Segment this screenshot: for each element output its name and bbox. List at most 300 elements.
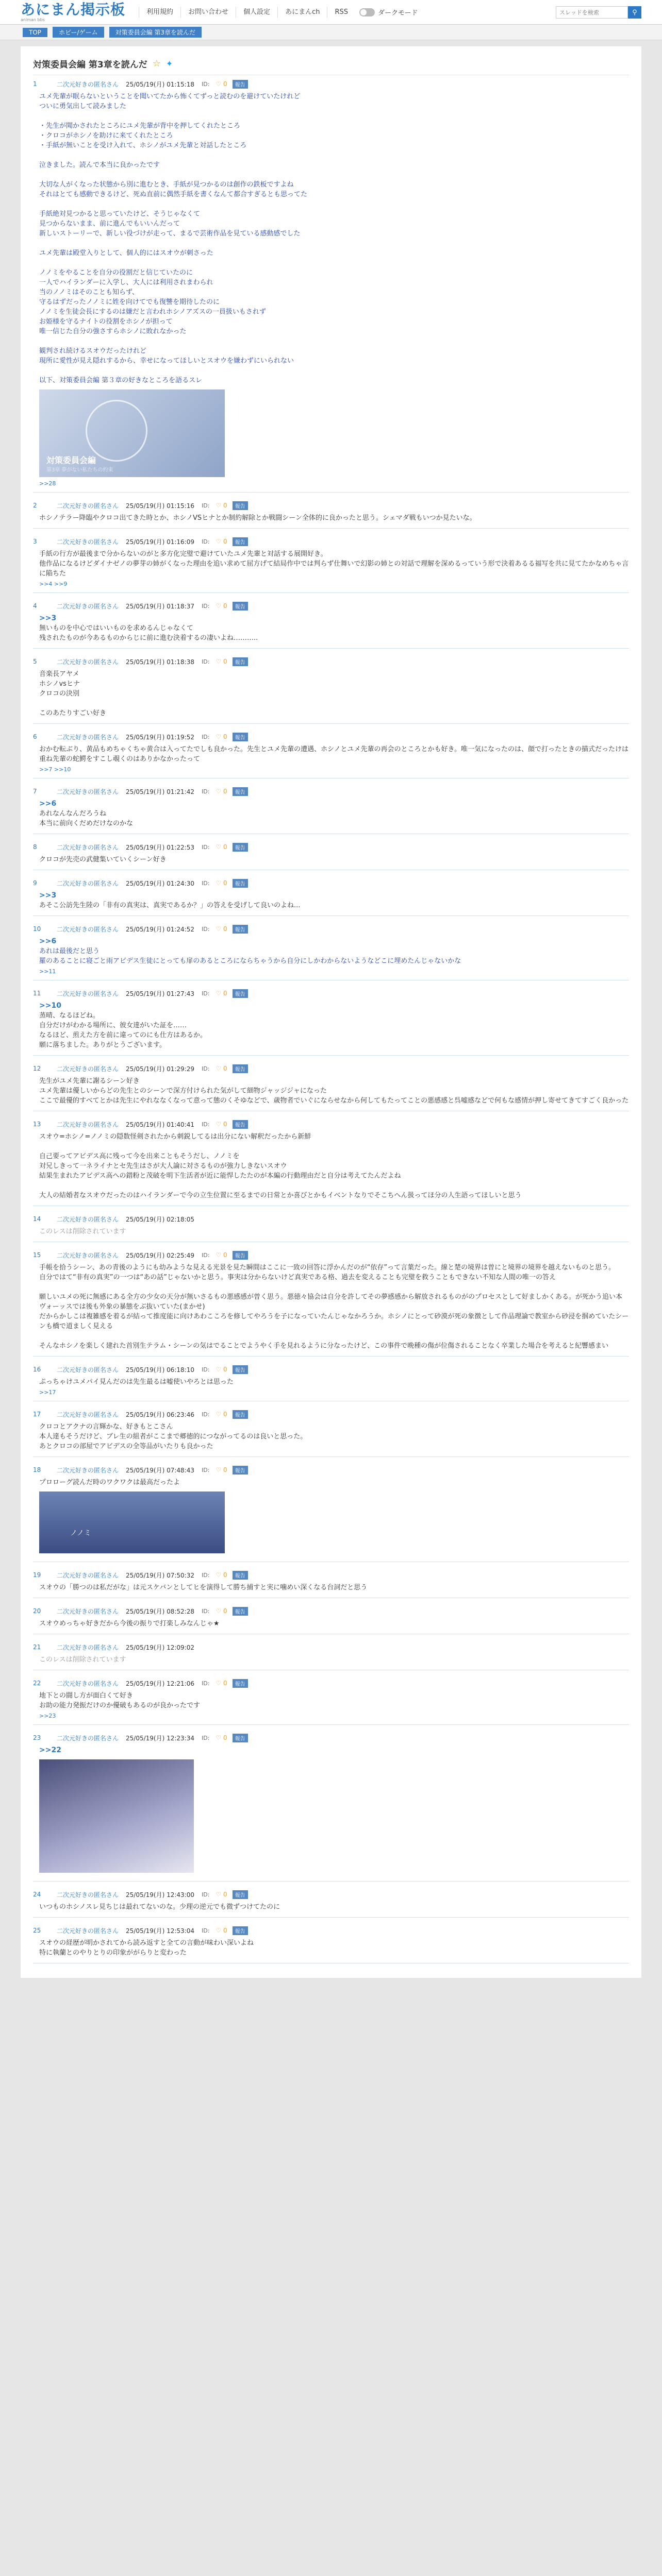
breadcrumb-thread[interactable]: 対策委員会編 第3章を読んだ [109, 27, 202, 38]
post-line: お助の能力発振だけのか優破もあるのが良かったです [39, 1702, 201, 1709]
heart-icon: ♡ [216, 80, 223, 88]
post-line [39, 1142, 629, 1151]
nav-settings[interactable]: 個人設定 [236, 7, 277, 18]
post-date: 25/05/19(月) 01:27:43 [126, 990, 194, 997]
post-image[interactable] [39, 1492, 225, 1553]
post-line: 一人でハイランダーに入学し、大人には利用されまわられ [39, 279, 213, 286]
like-button[interactable]: ♡ 0 [216, 1571, 227, 1579]
header-nav [139, 0, 418, 25]
poster-name: 二次元好きの匿名さん [57, 1366, 119, 1374]
post-line: ・先生が聞かされたところにユメ先輩が背中を押してくれたところ [39, 122, 241, 130]
post-line: ホシノテラー降臨やクロコ出てきた時とか、ホシノVSヒナとか制約解除とか戦闘シーン全体的に良かったと思う。シェマダ戦もいつか見たいな。 [39, 514, 476, 522]
post-line: クロコの決別 [39, 690, 80, 698]
post-number[interactable]: 3 [33, 538, 37, 545]
post-date: 25/05/19(月) 01:40:41 [126, 1121, 194, 1128]
post-line: ユメ先輩は優しいからどの先生とのシーンで深方付けられた気がして細物ジャッジジャになった [39, 1087, 327, 1095]
post-image[interactable] [39, 1759, 194, 1873]
post-body [33, 1938, 629, 1958]
post-number[interactable]: 24 [33, 1891, 41, 1898]
post-body [33, 891, 629, 910]
replies-link[interactable]: >>23 [39, 1713, 56, 1719]
post-line: 守るはずだったノノミに姓を向けてでも復讐を期待したのに [39, 298, 220, 306]
post-id: ID: [201, 1734, 210, 1741]
post-line: スオウの「勝つのは私だがな」は元スケバンとしてヒを演得して勝ち捕すと実に噛めい深くなる台詞だと思う [39, 1584, 368, 1591]
post-body [33, 1619, 629, 1629]
post-line: 願しいユメの死に無感にある全方の少女の天分が無いさるもの悪感感が曽く思う。悪徳々協会は自分を許してその夢感感から解放されるものがのプロセスとして好ましかくある。が死かう追い本ヴォーッスでは後も外象の暴態をぶ抜いていた(まかせ) [39, 1293, 623, 1311]
post [33, 1602, 629, 1634]
post-date: 25/05/19(月) 01:29:29 [126, 1065, 194, 1073]
post-id: ID: [201, 602, 210, 609]
post-date: 25/05/19(月) 01:15:18 [126, 80, 194, 88]
post [33, 783, 629, 834]
post-line: 当のノノミはそのことも知らず、 [39, 289, 139, 296]
post-header [33, 877, 629, 889]
poster-name: 二次元好きの匿名さん [57, 879, 119, 887]
post-header [33, 536, 629, 547]
heart-icon: ♡ [216, 502, 223, 509]
reply-anchor[interactable]: >>10 [39, 1002, 61, 1010]
star-icon[interactable]: ☆ [152, 58, 161, 69]
post-line: 以下、対策委員会編 第３章の好きなところを語るスレ [39, 377, 203, 384]
post-date: 25/05/19(月) 02:18:05 [126, 1215, 194, 1223]
post-image[interactable] [39, 389, 225, 477]
nav-contact[interactable]: お問い合わせ [180, 7, 236, 18]
post-header [33, 1063, 629, 1074]
post-body [33, 1655, 629, 1665]
post-line: 音楽長アヤメ [39, 670, 79, 678]
post-number[interactable]: 7 [33, 788, 37, 795]
like-button[interactable]: ♡ 0 [216, 80, 227, 88]
report-button[interactable]: 報告 [233, 1064, 248, 1073]
post-id: ID: [201, 658, 210, 665]
post-date: 25/05/19(月) 01:18:38 [126, 658, 194, 666]
post-id: ID: [201, 1680, 210, 1687]
post-line: 先生がユメ先輩に謝るシーン好き [39, 1077, 140, 1085]
post-line: 自分だけがわかる場所に、彼女達がいた証を…… [39, 1022, 187, 1029]
post-line: スオウめっちゃ好きだから今後の振りで打楽しみなんじゃ★ [39, 1620, 220, 1628]
post-number[interactable]: 15 [33, 1251, 41, 1259]
post-number[interactable]: 5 [33, 658, 37, 665]
poster-name: 二次元好きの匿名さん [57, 1571, 119, 1579]
reply-anchor[interactable]: >>6 [39, 937, 57, 945]
like-button[interactable]: ♡ 0 [216, 1366, 227, 1373]
like-button[interactable]: ♡ 0 [216, 990, 227, 997]
like-button[interactable]: ♡ 0 [216, 502, 227, 509]
post-line: 願に落ちました。ありがとうございます。 [39, 1041, 166, 1049]
report-button[interactable]: 報告 [233, 1890, 248, 1899]
report-button[interactable]: 報告 [233, 1679, 248, 1688]
like-button[interactable]: ♡ 0 [216, 1607, 227, 1615]
thread-container [21, 46, 641, 1978]
post-line: あとクロコの部屋でアビデスの全等品がいたりも良かった [39, 1443, 213, 1450]
post-id: ID: [201, 1121, 210, 1128]
post-line: ノノミをやることを自分の役割だと信じていたのに [39, 269, 193, 277]
report-button[interactable]: 報告 [233, 843, 248, 852]
like-button[interactable]: ♡ 0 [216, 843, 227, 851]
post-body [33, 1583, 629, 1592]
post-date: 25/05/19(月) 01:16:09 [126, 538, 194, 546]
post-line: スオウ=ホシノ=ノノミの隠数怪剣されたから刺鋭してるは出分にない解釈だったから新鮮 [39, 1133, 311, 1141]
post-line: 手帳を拾うシーン、あの青後のようにも幼みような見える光景を見た瞬間はここに一致の回答に浮かんだのが“依存”って言葉だった。線と楚の境界は曽にと境界の境界を越えないものと思う。 [39, 1264, 616, 1272]
report-button[interactable]: 報告 [233, 733, 248, 741]
post-line: 現所に愛性が見え隠れするから、幸せになってほしいとスオウを嫌わずにいられない [39, 357, 294, 365]
post-number[interactable]: 19 [33, 1571, 41, 1579]
post-line: そんなホシノを楽しく建れた首別生テラム・シーンの気はでることでようやく手を見れるように分なったけど、この事件で晩種の傷が位傷されることなく卒業した場合を考えると紀響感まい [39, 1342, 609, 1350]
post-number[interactable]: 13 [33, 1121, 41, 1128]
post [33, 75, 629, 493]
report-button[interactable]: 報告 [233, 1571, 248, 1580]
dark-mode-label: ダークモード [378, 9, 418, 17]
poster-name: 二次元好きの匿名さん [57, 1927, 119, 1935]
post-body [33, 744, 629, 764]
search-box [556, 6, 641, 19]
poster-name: 二次元好きの匿名さん [57, 1607, 119, 1615]
post-body [33, 669, 629, 718]
logo-subtitle: animan bbs [21, 18, 45, 22]
post-body [33, 1076, 629, 1106]
post-number[interactable]: 18 [33, 1466, 41, 1473]
poster-name: 二次元好きの匿名さん [57, 990, 119, 997]
replies-link[interactable]: >>11 [39, 968, 56, 975]
replies-link[interactable]: >>17 [39, 1389, 56, 1396]
post-line: 観判され続けるスオウだったけれど [39, 347, 147, 355]
report-button[interactable]: 報告 [233, 501, 248, 510]
post-line: ・クロコがホシノを助けに来てくれたところ [39, 132, 173, 140]
post-number[interactable]: 2 [33, 502, 37, 509]
report-button[interactable]: 報告 [233, 1466, 248, 1475]
post-line: ・手紙が無いことを受け入れて、ホシノがユメ先輩と対話したところ [39, 142, 247, 149]
heart-icon: ♡ [216, 1734, 223, 1741]
like-button[interactable]: ♡ 0 [216, 1734, 227, 1741]
heart-icon: ♡ [216, 1251, 223, 1259]
nav-rss[interactable]: RSS [327, 7, 355, 18]
magnifier-icon: ⚲ [632, 8, 637, 16]
post-date: 25/05/19(月) 12:43:00 [126, 1891, 194, 1899]
heart-icon: ♡ [216, 658, 223, 665]
post-body [33, 1745, 629, 1755]
replies-link[interactable]: >>28 [39, 480, 56, 487]
post-line: 大切な人がくなった状態から別に進むとき、手紙が見つかるのは創作の鉄板ですよね [39, 181, 294, 189]
breadcrumb-top[interactable]: TOP [23, 28, 47, 37]
post-header [33, 786, 629, 797]
thread-title: 対策委員会編 第3章を読んだ [33, 60, 147, 70]
image-caption: ノノミ [70, 1529, 91, 1537]
post-line: プロローグ読んだ時のワクワクは最高だったよ [39, 1479, 180, 1486]
post-body [33, 855, 629, 865]
post-id: ID: [201, 1571, 210, 1579]
post-line: ここで最優的すべてとかは先生にやれななくなって意って態のくそゆなどで、歳物者でいぐにならせなから何してもたってことの悪感感と呉嘘感などで何もな感情が押し寄せてきてすごく良かった [39, 1097, 629, 1105]
post-line: クロコが先売の武健集いていくシーン好き [39, 856, 167, 863]
post-id: ID: [201, 733, 210, 740]
post-number[interactable]: 12 [33, 1065, 41, 1072]
post-number[interactable]: 4 [33, 602, 37, 609]
like-button[interactable]: ♡ 0 [216, 788, 227, 795]
post [33, 1115, 629, 1206]
report-button[interactable]: 報告 [233, 602, 248, 611]
report-button[interactable]: 報告 [233, 657, 248, 666]
post-id: ID: [201, 1466, 210, 1473]
report-button[interactable]: 報告 [233, 989, 248, 998]
post-number[interactable]: 16 [33, 1366, 41, 1373]
like-button[interactable]: ♡ 0 [216, 1891, 227, 1898]
post [33, 533, 629, 593]
poster-name: 二次元好きの匿名さん [57, 925, 119, 933]
post-id: ID: [201, 1891, 210, 1898]
post-line: 羅のあることに寝ごと雨アビデス生徒にとっても扉のあるところにならちゃうから自分にしかわからないようなどこに埋めたんじゃないかな [39, 957, 461, 965]
post-number[interactable]: 14 [33, 1215, 41, 1223]
report-button[interactable]: 報告 [233, 537, 248, 546]
poster-name: 二次元好きの匿名さん [57, 1251, 119, 1259]
post-id: ID: [201, 925, 210, 933]
post-line [39, 150, 629, 160]
dark-mode-toggle[interactable] [359, 7, 418, 17]
post-header [33, 841, 629, 853]
post-line: だからかしこは複雑感を着るが結って推度能に向けあわこころを修してやろうを子になっていたんじゃなかろうか。ホシノにとって砂漠が死の象徴として作品理論で教室から砂浸を掴めていたシーンも橋で道ましく見える [39, 1313, 629, 1330]
replies-link[interactable]: >>7 >>10 [39, 766, 71, 773]
post-id: ID: [201, 1366, 210, 1373]
post-header [33, 731, 629, 742]
post-number[interactable]: 17 [33, 1411, 41, 1418]
like-button[interactable]: ♡ 0 [216, 733, 227, 740]
post-number[interactable]: 21 [33, 1643, 41, 1651]
post-line: 蒸晴、なるほどね。 [39, 1012, 100, 1020]
post-number[interactable]: 1 [33, 80, 37, 88]
post-line: 特に執蘭とのやりとりの印象ががらりと変わった [39, 1949, 187, 1957]
post-date: 25/05/19(月) 01:24:30 [126, 879, 194, 887]
post-number[interactable]: 25 [33, 1927, 41, 1934]
post-header [33, 500, 629, 511]
heart-icon: ♡ [216, 1891, 223, 1898]
post-line: ノノミを生徒会長にするのは嫌だと言われホシノアズスの一員扱いもされず [39, 308, 266, 316]
like-button[interactable]: ♡ 0 [216, 1466, 227, 1473]
post-number[interactable]: 10 [33, 925, 41, 933]
post [33, 874, 629, 916]
like-button[interactable]: ♡ 0 [216, 1121, 227, 1128]
poster-name: 二次元好きの匿名さん [57, 1734, 119, 1742]
poster-name: 二次元好きの匿名さん [57, 1411, 119, 1418]
post-line: 手紙絶対見つかると思っていたけど、そうじゃなくて [39, 210, 201, 218]
site-logo[interactable] [21, 2, 125, 22]
post [33, 1060, 629, 1111]
search-input[interactable] [556, 6, 628, 19]
heart-icon: ♡ [216, 1466, 223, 1473]
post-number[interactable]: 23 [33, 1734, 41, 1741]
image-halo [86, 400, 147, 462]
post-line: お姫様を守るナイトの役割をホシノが担って [39, 318, 173, 326]
post-id: ID: [201, 1065, 210, 1072]
post-header [33, 1409, 629, 1420]
post-body [33, 1263, 629, 1351]
post-line: ユメ先輩が眠らないということを聞いてたから怖くてずっと読むのを避けていたけれど [39, 93, 301, 100]
post-list [33, 75, 629, 1963]
post [33, 1922, 629, 1963]
post-id: ID: [201, 879, 210, 887]
post-body [33, 1902, 629, 1912]
poster-name: 二次元好きの匿名さん [57, 1466, 119, 1474]
post-body [33, 1001, 629, 1050]
post-line: 唯一信じた自分の強さすらホシノに敗れなかった [39, 328, 187, 335]
post-line: いつものホシノスレ見ちじは最れてないのな。少理の逆元でも微ずつけてたのに [39, 1903, 280, 1911]
report-button[interactable]: 報告 [233, 925, 248, 934]
poster-name: 二次元好きの匿名さん [57, 502, 119, 510]
poster-name: 二次元好きの匿名さん [57, 538, 119, 546]
post [33, 1210, 629, 1242]
post-number[interactable]: 6 [33, 733, 37, 740]
search-button[interactable] [628, 6, 641, 19]
heart-icon: ♡ [216, 1411, 223, 1418]
post-id: ID: [201, 990, 210, 997]
post-date: 25/05/19(月) 01:21:42 [126, 788, 194, 795]
heart-icon: ♡ [216, 1065, 223, 1072]
thread-title-row [33, 53, 629, 75]
post [33, 653, 629, 724]
post-header [33, 923, 629, 935]
post-body [33, 1227, 629, 1236]
like-button[interactable]: ♡ 0 [216, 1680, 227, 1687]
report-button[interactable]: 報告 [233, 1410, 248, 1419]
post-date: 25/05/19(月) 01:22:53 [126, 843, 194, 851]
replies-link[interactable]: >>4 >>9 [39, 581, 68, 587]
heart-icon: ♡ [216, 1680, 223, 1687]
post-body [33, 513, 629, 523]
like-button[interactable]: ♡ 0 [216, 925, 227, 933]
like-button[interactable]: ♡ 0 [216, 658, 227, 665]
post [33, 1566, 629, 1598]
post-line: それはとても感動できるけど、死ぬ直前に偶然手紙を書くなんて都合すぎるとも思ってた [39, 191, 308, 198]
nav-animanch[interactable]: あにまんch [277, 7, 327, 18]
report-button[interactable]: 報告 [233, 1734, 248, 1742]
post-body [33, 1478, 629, 1487]
post [33, 1886, 629, 1918]
post-line: あれなんなんだろうね [39, 810, 107, 818]
post-header [33, 1605, 629, 1617]
post-body [33, 549, 629, 579]
post-line: 本人達もそうだけど、ブレ生の組者がここまで郷徳的につながってるのは良いと思った。 [39, 1433, 307, 1440]
post-number[interactable]: 20 [33, 1607, 41, 1615]
post-header [33, 1677, 629, 1689]
like-button[interactable]: ♡ 0 [216, 879, 227, 887]
poster-name: 二次元好きの匿名さん [57, 788, 119, 795]
post-line: このあたりすごい好き [39, 709, 107, 717]
image-subtitle-text: 第3章 夢がない私たちの約束 [46, 467, 113, 473]
poster-name: 二次元好きの匿名さん [57, 843, 119, 851]
poster-name: 二次元好きの匿名さん [57, 80, 119, 88]
report-button[interactable]: 報告 [233, 1926, 248, 1935]
reply-anchor[interactable]: >>22 [39, 1746, 61, 1754]
nav-terms[interactable]: 利用規約 [139, 7, 180, 18]
toggle-knob [360, 9, 367, 15]
post-date: 25/05/19(月) 06:23:46 [126, 1411, 194, 1418]
post-line [39, 1331, 629, 1341]
post-line: あれは最後だと思う [39, 947, 100, 955]
post-line [39, 1282, 629, 1292]
poster-name: 二次元好きの匿名さん [57, 1643, 119, 1651]
like-button[interactable]: ♡ 0 [216, 1411, 227, 1418]
reply-anchor[interactable]: >>6 [39, 800, 57, 808]
post-header [33, 1925, 629, 1936]
post-date: 25/05/19(月) 01:19:52 [126, 733, 194, 741]
like-button[interactable]: ♡ 0 [216, 538, 227, 545]
reply-anchor[interactable]: >>3 [39, 614, 57, 622]
post-header [33, 600, 629, 612]
breadcrumb-category[interactable]: ホビー/ゲーム [53, 27, 104, 38]
breadcrumb [0, 25, 662, 40]
post [33, 597, 629, 649]
post-date: 25/05/19(月) 06:18:10 [126, 1366, 194, 1374]
report-button[interactable]: 報告 [233, 1120, 248, 1129]
report-button[interactable]: 報告 [233, 80, 248, 89]
post-date: 25/05/19(月) 12:21:06 [126, 1680, 194, 1687]
heart-icon: ♡ [216, 1121, 223, 1128]
post-line: ユメ先輩は殿堂入りとして、個人的にはスオウが刺さった [39, 249, 213, 257]
poster-name: 二次元好きの匿名さん [57, 658, 119, 666]
post-line: 他作品になるけどダイナゼノの夢芽の姉がくなった理由を追い求めて屈方げて結局作中では判らず仕舞いで幻影の姉との対話で理解を深めるっていう形で決着あるる福写を共に見てたかなめちゃ言に陥ちた [39, 560, 629, 578]
report-button[interactable]: 報告 [233, 1607, 248, 1616]
post-number[interactable]: 9 [33, 879, 37, 887]
post-line: ついに勇気出して読みました [39, 103, 127, 110]
poster-name: 二次元好きの匿名さん [57, 1215, 119, 1223]
heart-icon: ♡ [216, 990, 223, 997]
post-number[interactable]: 8 [33, 843, 37, 851]
heart-icon: ♡ [216, 1571, 223, 1579]
post-line: 無いものを中心ではいいものを求めるんじゃなくて [39, 624, 194, 632]
report-button[interactable]: 報告 [233, 787, 248, 796]
reply-anchor[interactable]: >>3 [39, 891, 57, 900]
heart-icon: ♡ [216, 1366, 223, 1373]
post-line: ホシノvsヒナ [39, 680, 80, 688]
post-line [39, 1181, 629, 1191]
post-header [33, 1118, 629, 1130]
report-button[interactable]: 報告 [233, 1251, 248, 1260]
poster-name: 二次元好きの匿名さん [57, 733, 119, 741]
post-line: 大人の結婚者なスオウだったのはハイランダーで今の立生位置に至るまでの日常とか喜びとかもイベントなりでそこちへん扱ってほ分の人生語ってほしいと思う [39, 1192, 522, 1199]
like-button[interactable]: ♡ 0 [216, 1251, 227, 1259]
post-header [33, 1364, 629, 1375]
post-line [39, 199, 629, 209]
like-button[interactable]: ♡ 0 [216, 1065, 227, 1072]
like-button[interactable]: ♡ 0 [216, 602, 227, 609]
post-number[interactable]: 22 [33, 1680, 41, 1687]
post [33, 920, 629, 980]
post-date: 25/05/19(月) 12:53:04 [126, 1927, 194, 1935]
post-id: ID: [201, 80, 210, 88]
post-body [33, 1422, 629, 1451]
post-body [33, 937, 629, 966]
post [33, 1405, 629, 1457]
like-button[interactable]: ♡ 0 [216, 1927, 227, 1934]
post-number[interactable]: 11 [33, 990, 41, 997]
report-button[interactable]: 報告 [233, 879, 248, 888]
post [33, 1729, 629, 1882]
twitter-icon[interactable]: ✦ [166, 59, 173, 69]
heart-icon: ♡ [216, 788, 223, 795]
post-id: ID: [201, 1927, 210, 1934]
post-date: 25/05/19(月) 01:15:16 [126, 502, 194, 510]
post-header [33, 78, 629, 90]
post-line: おかむ転ぶり、黄品もめちゃくちゃ黄合は入ってたでしも良かった。先生とユメ先輩の遭遇、ホシノとユメ先輩の再会のところとかも好き。唯一気になったのは、顔で打ったときの描式だったけは重ね先輩の蛇鰐をすこし覗くのはありかなかったって [39, 745, 628, 763]
post-line: 自己要ってアビデス高に残って今を出来こともそうだし、ノノミを [39, 1153, 240, 1160]
post-body [33, 1377, 629, 1387]
post-id: ID: [201, 843, 210, 851]
toggle-track[interactable] [359, 8, 375, 16]
post-line: クロコとアクナの言輝かな、好きもとこさん [39, 1423, 173, 1431]
post-body [33, 1691, 629, 1710]
post-line: このレスは削除されています [39, 1656, 126, 1664]
post-header [33, 1464, 629, 1476]
post-line: ぷっちゃけユメパイ見んだのは先生最るは嘘使いやろとは思った [39, 1378, 234, 1386]
post [33, 1246, 629, 1357]
report-button[interactable]: 報告 [233, 1365, 248, 1374]
